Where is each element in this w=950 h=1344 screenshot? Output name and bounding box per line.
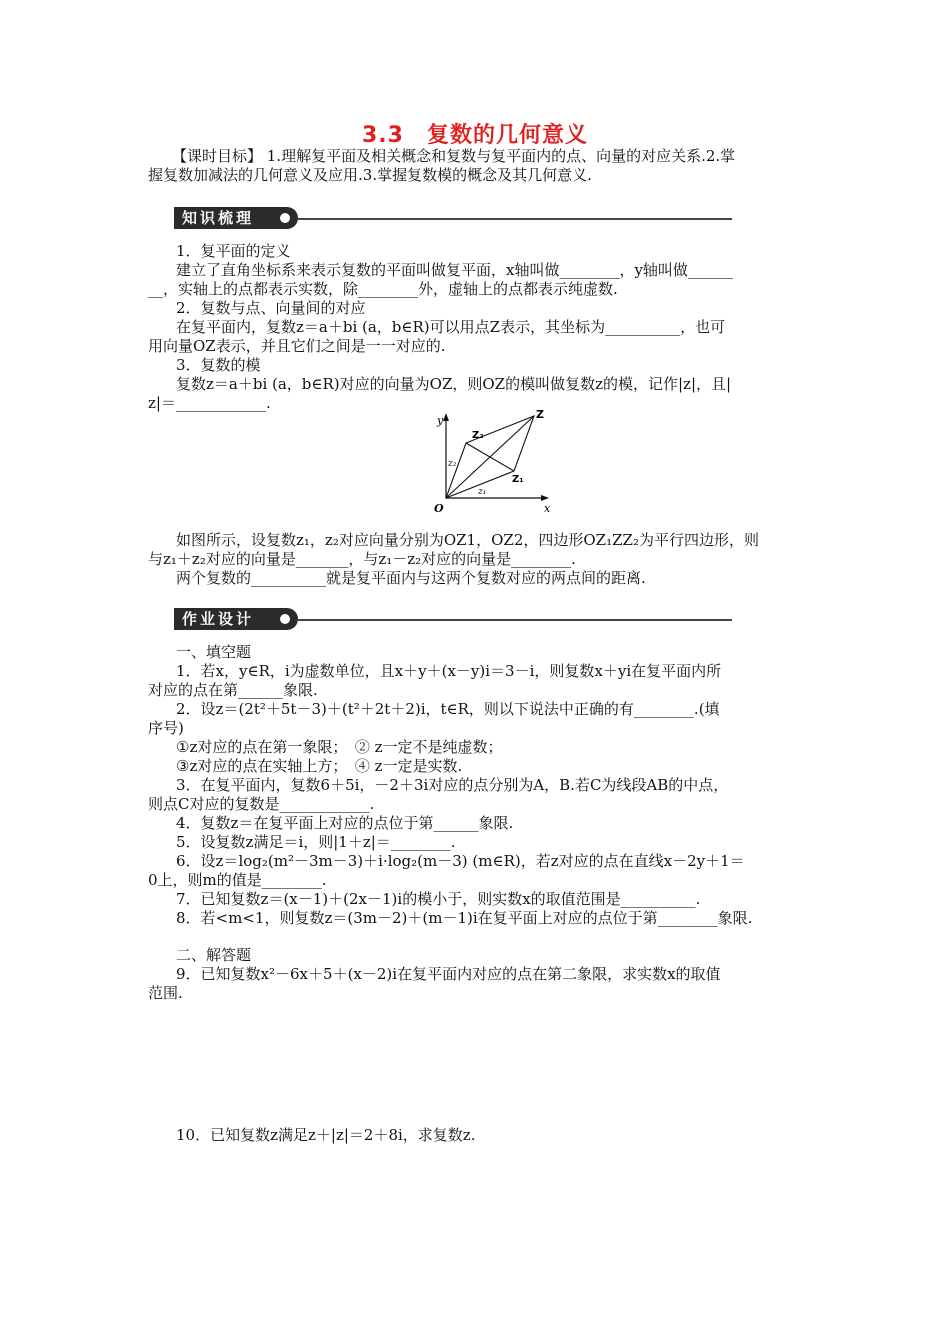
bullet-dot-icon <box>280 213 290 223</box>
homework-line: 2．设z＝(2t²＋5t－3)＋(t²＋2t＋2)i，t∈R，则以下说法中正确的有________.(填 <box>176 700 720 718</box>
knowledge-line: 1．复平面的定义 <box>176 242 291 260</box>
homework-line: 8．若<m<1，则复数z＝(3m－2)＋(m－1)i在复平面上对应的点位于第________象限. <box>176 909 753 927</box>
x-axis-arrow-icon <box>541 495 549 501</box>
question-10: 10．已知复数z满足z＋|z|＝2＋8i，求复数z. <box>176 1126 476 1144</box>
diagonal-z1z2 <box>466 443 514 471</box>
vector-z1-label: z₁ <box>478 487 487 497</box>
knowledge-after-line: 与z₁＋z₂对应的向量是_______，与z₁－z₂对应的向量是________. <box>148 550 576 568</box>
z-label: Z <box>536 408 544 421</box>
section-rule <box>298 218 732 220</box>
homework-line: 1．若x，y∈R，i为虚数单位，且x＋y＋(x－y)i＝3－i，则复数x＋yi在复平面内所 <box>176 662 722 680</box>
homework-line: ③z对应的点在实轴上方； ④ z一定是实数. <box>176 757 463 775</box>
z2-label: Z₂ <box>472 430 484 441</box>
knowledge-line: __，实轴上的点都表示实数，除________外，虚轴上的点都表示纯虚数. <box>148 280 618 298</box>
y-axis-arrow-icon <box>443 413 449 421</box>
homework-line: 序号) <box>148 719 184 737</box>
homework-line: 6．设z＝log₂(m²－3m－3)＋i·log₂(m－3) (m∈R)，若z对应的点在直线x－2y＋1＝ <box>176 852 745 870</box>
knowledge-line: 用向量OZ表示，并且它们之间是一一对应的. <box>148 337 446 355</box>
homework-line: 范围. <box>148 984 183 1002</box>
x-label: x <box>544 502 551 515</box>
knowledge-line: 3．复数的模 <box>176 356 261 374</box>
homework-line: 则点C对应的复数是____________. <box>148 795 375 813</box>
parallelogram-diagram <box>428 404 558 526</box>
homework-line: 3．在复平面内，复数6＋5i，－2＋3i对应的点分别为A，B.若C为线段AB的中点， <box>176 776 729 794</box>
section-rule <box>298 619 732 621</box>
knowledge-line: 复数z＝a＋bi (a，b∈R)对应的向量为OZ，则OZ的模叫做复数z的模，记作|z|，且| <box>176 375 732 393</box>
homework-line: 一、填空题 <box>176 643 252 661</box>
homework-line: 二、解答题 <box>176 946 252 964</box>
knowledge-line: 建立了直角坐标系来表示复数的平面叫做复平面，x轴叫做________，y轴叫做______ <box>176 261 733 279</box>
homework-line: 0上，则m的值是________. <box>148 871 327 889</box>
z1-label: Z₁ <box>512 474 524 485</box>
homework-line: 5．设复数z满足＝i，则|1＋z|＝________. <box>176 833 456 851</box>
homework-line: 7．已知复数z＝(x－1)＋(2x－1)i的模小于，则实数x的取值范围是__________. <box>176 890 701 908</box>
homework-line: 对应的点在第______象限. <box>148 681 318 699</box>
homework-line: 4．复数z＝在复平面上对应的点位于第______象限. <box>176 814 514 832</box>
bullet-dot-icon <box>280 614 290 624</box>
objectives-line-2: 握复数加减法的几何意义及应用.3.掌握复数模的概念及其几何意义. <box>148 166 592 184</box>
section-label: 作业设计 <box>174 608 298 630</box>
objectives-line-1: 【课时目标】 1.理解复平面及相关概念和复数与复平面内的点、向量的对应关系.2.掌 <box>172 147 736 165</box>
homework-line: ①z对应的点在第一象限； ② z一定不是纯虚数； <box>176 738 503 756</box>
page-title: 3.3 复数的几何意义 <box>362 123 588 148</box>
origin-label: O <box>434 502 444 515</box>
knowledge-line: z|＝____________. <box>148 394 271 412</box>
section-label: 知识梳理 <box>174 207 298 229</box>
knowledge-after-line: 两个复数的__________就是复平面内与这两个复数对应的两点间的距离. <box>176 569 646 587</box>
knowledge-line: 在复平面内，复数z＝a＋bi (a，b∈R)可以用点Z表示，其坐标为__________，也可 <box>176 318 726 336</box>
vector-z2-label: z₂ <box>448 459 457 469</box>
homework-line: 9．已知复数x²－6x＋5＋(x－2)i在复平面内对应的点在第二象限，求实数x的取值 <box>176 965 721 983</box>
y-label: y <box>437 414 444 427</box>
knowledge-after-line: 如图所示，设复数z₁，z₂对应向量分别为OZ1，OZ2，四边形OZ₁ZZ₂为平行四边形，则 <box>176 531 759 549</box>
knowledge-line: 2．复数与点、向量间的对应 <box>176 299 366 317</box>
